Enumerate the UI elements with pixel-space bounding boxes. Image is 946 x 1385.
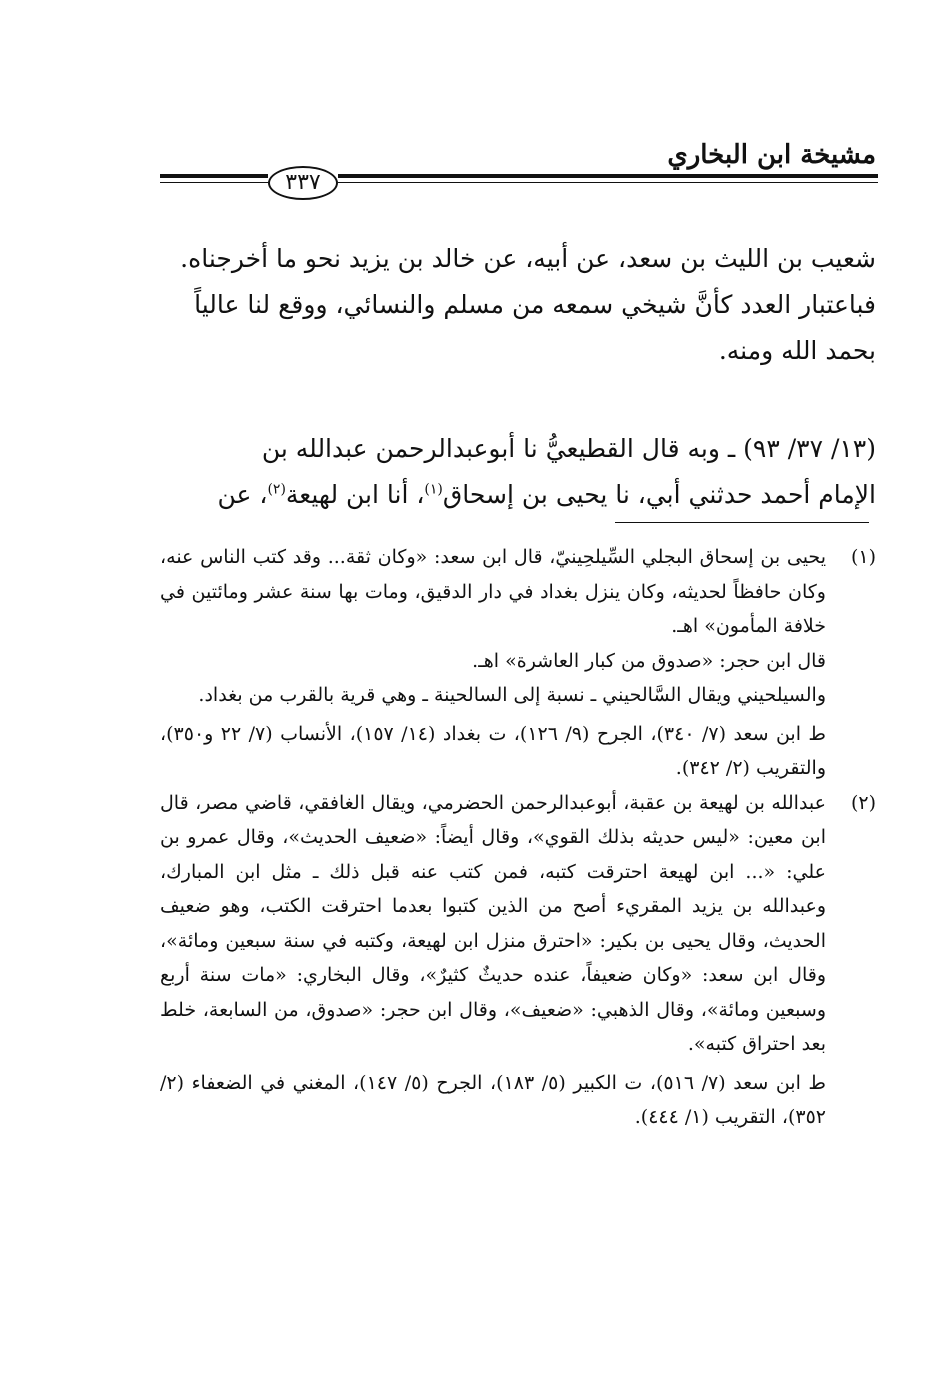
footnote-separator xyxy=(615,522,869,523)
footnote-text: والسيلحيني ويقال السَّالحيني ـ نسبة إلى السالحينة ـ وهي قرية بالقرب من بغداد. xyxy=(198,684,826,706)
running-header-title: مشيخة ابن البخاري xyxy=(667,140,876,170)
main-line: بحمد الله ومنه. xyxy=(718,336,876,365)
hadith-chain-line xyxy=(160,472,876,518)
footnotes xyxy=(160,540,876,1135)
footnote-2 xyxy=(160,786,876,1135)
footnote-1 xyxy=(160,540,876,786)
page-number: ٣٣٧ xyxy=(268,166,338,200)
footnote-ref-1[interactable]: (١) xyxy=(424,481,443,498)
footnote-sources: ط ابن سعد (٧/ ٣٤٠)، الجرح (٩/ ١٢٦)، ت بغداد (١٤/ ١٥٧)، الأنساب (٧/ ٢٢ و٣٥٠)، والتقريب (٢/ ٣٤٢). xyxy=(160,722,826,779)
main-line: فباعتبار العدد كأنَّ شيخي سمعه من مسلم والنسائي، ووقع لنا عالياً xyxy=(194,290,876,319)
chain-text: ، أنا ابن لهيعة xyxy=(285,480,425,509)
main-paragraph-2 xyxy=(160,426,876,518)
header-rule-right-thin xyxy=(338,182,878,183)
header-rule-left-thin xyxy=(160,182,268,183)
footnote-text: عبدالله بن لهيعة بن عقبة، أبوعبدالرحمن الحضرمي، ويقال الغافقي، قاضي مصر، قال ابن معين: «ليس حديثه بذلك القوي»، وقال أيضاً: «ضعيف الحديث»، وقال عمرو بن علي: «... ابن لهيعة احترقت كتبه، فمن كتب عنه قبل ذلك ـ مثل ابن المبارك، وعبدالله بن يزيد المقريء أصح من الذين كتبوا بعدما احترقت الكتب، وهو ضعيف الحديث، وقال يحيى بن بكير: «احترق منزل ابن لهيعة، وكتبه في سنة سبعين ومائة»، وقال ابن سعد: «وكان ضعيفاً، عنده حديثٌ كثيرٌ»، وقال البخاري: «مات سنة أربع وسبعين ومائة»، وقال الذهبي: «ضعيف»، وقال ابن حجر: «صدوق، من السابعة، خلط بعد احتراق كتبه». xyxy=(160,791,826,1055)
main-line: شعيب بن الليث بن سعد، عن أبيه، عن خالد بن يزيد نحو ما أخرجناه. xyxy=(180,244,876,273)
footnote-sources: ط ابن سعد (٧/ ٥١٦)، ت الكبير (٥/ ١٨٣)، الجرح (٥/ ١٤٧)، المغني في الضعفاء (٢/ ٣٥٢)، التقريب (١/ ٤٤٤). xyxy=(160,1071,826,1128)
chain-text: الإمام أحمد حدثني أبي، نا يحيى بن إسحاق xyxy=(442,480,876,509)
footnote-text: قال ابن حجر: «صدوق من كبار العاشرة» اهـ. xyxy=(472,649,826,672)
footnote-ref-2[interactable]: (٢) xyxy=(267,481,286,498)
main-paragraph-1 xyxy=(160,236,876,374)
chain-text: ، عن xyxy=(217,480,268,509)
footnote-number: (١) xyxy=(850,546,876,568)
footnote-number: (٢) xyxy=(850,791,876,814)
header-rule-left xyxy=(160,174,268,178)
footnote-text: يحيى بن إسحاق البجلي السِّيلحِينيّ، قال ابن سعد: «وكان ثقة... وقد كتب الناس عنه، وكان حافظاً لحديثه، وكان ينزل بغداد في دار الدقيق، ومات بها سنة عشر ومائتين في خلافة المأمون» اهـ. xyxy=(160,546,826,637)
hadith-opening-line: (١٣/ ٣٧/ ٩٣) ـ وبه قال القطيعيُّ نا أبوعبدالرحمن عبدالله بن xyxy=(261,434,876,463)
header-rule-right xyxy=(338,174,878,178)
